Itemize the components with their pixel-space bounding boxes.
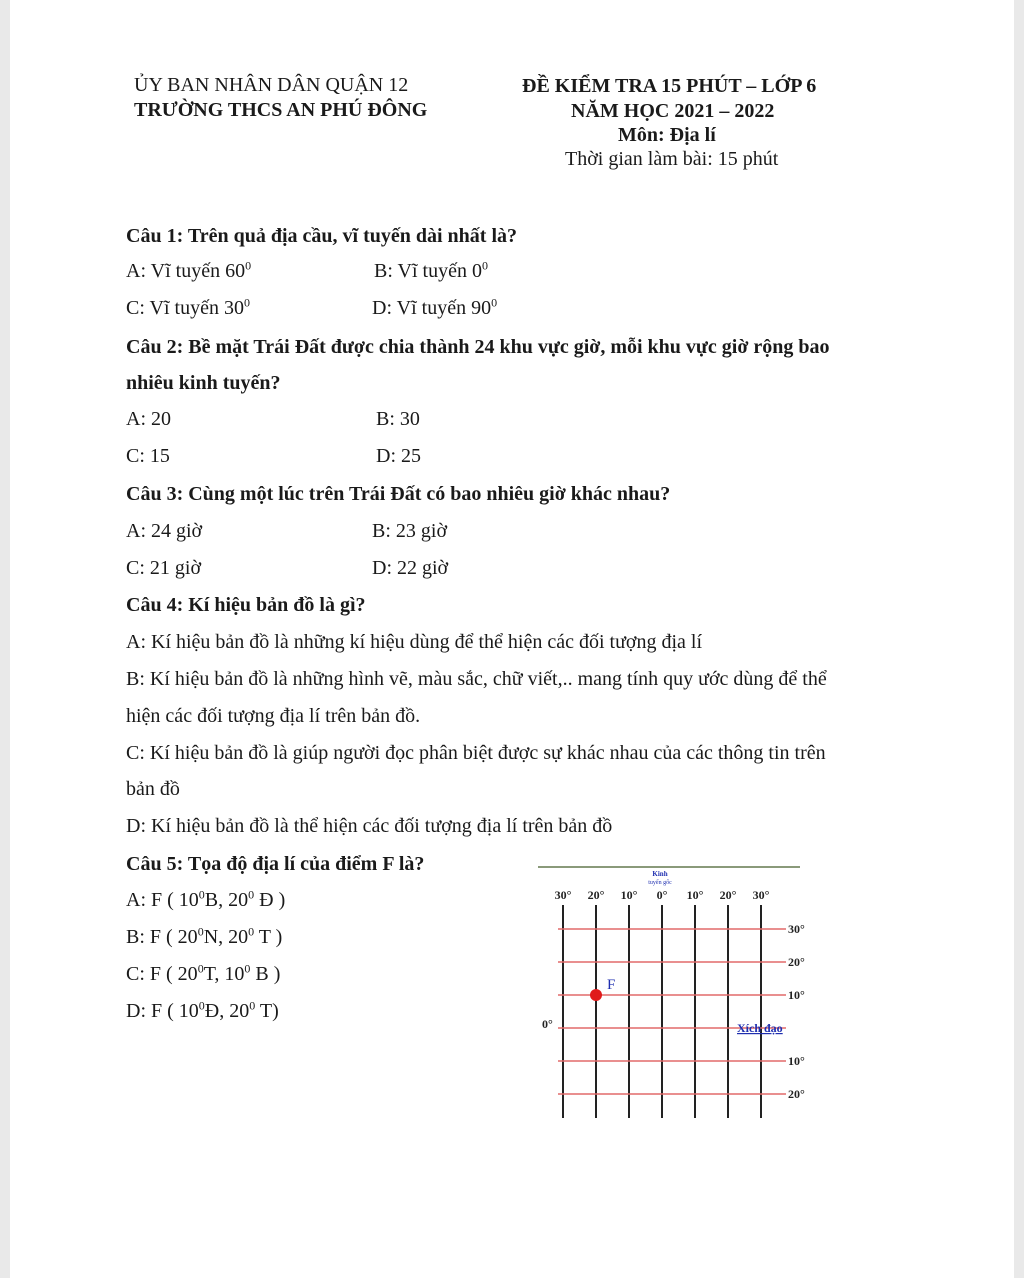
point-f-label: F [607,977,616,993]
longitude-label: 30° [752,888,770,902]
question-3-option-d: D: 22 giờ [372,557,449,579]
header-duration: Thời gian làm bài: 15 phút [565,148,779,170]
question-2-option-c: C: 15 [126,445,170,467]
latitude-label: 10° [788,1054,805,1068]
question-4-option-c-line2: bản đồ [126,778,180,800]
latitude-label: 20° [788,955,805,969]
question-2-option-b: B: 30 [376,408,420,430]
header-school: TRƯỜNG THCS AN PHÚ ĐÔNG [134,99,428,121]
question-5-option-c: C: F ( $20^0T$, $10^0$ B ) [126,961,281,985]
question-3-option-b: B: 23 giờ [372,520,448,542]
question-4-option-a: A: Kí hiệu bản đồ là những kí hiệu dùng để thể hiện các đối tượng địa lí [126,631,703,653]
latitude-label: 20° [788,1087,805,1101]
question-1-option-c: C: Vĩ tuyến $30^0$ [126,295,250,319]
question-4-option-b-line2: hiện các đối tượng địa lí trên bản đồ. [126,705,421,727]
question-2-title-line2: nhiêu kinh tuyến? [126,372,281,394]
equator-left-label: 0° [542,1017,553,1031]
question-1-option-b: B: Vĩ tuyến $0^0$ [374,258,488,282]
question-2-title-line1: Câu 2: Bề mặt Trái Đất được chia thành 24 khu vực giờ, mỗi khu vực giờ rộng bao [126,336,830,358]
question-2-option-a: A: 20 [126,408,171,430]
exam-page [10,0,1014,1278]
longitude-label: 0° [656,888,668,902]
question-4-title: Câu 4: Kí hiệu bản đồ là gì? [126,594,366,616]
latitude-label: 30° [788,922,805,936]
longitude-label: 20° [719,888,737,902]
point-f-marker [590,989,602,1001]
question-5-option-a: A: F ( $10^0B$, $20^0$ Đ ) [126,887,286,911]
longitude-label: 10° [620,888,638,902]
question-1-title: Câu 1: Trên quả địa cầu, vĩ tuyến dài nhất là? [126,225,518,247]
header-district: ỦY BAN NHÂN DÂN QUẬN 12 [134,74,409,96]
question-4-option-c-line1: C: Kí hiệu bản đồ là giúp người đọc phân biệt được sự khác nhau của các thông tin trên [126,742,826,764]
question-5-option-d: D: F ( $10^0Đ$, $20^0$ T) [126,998,279,1022]
header-school-year: NĂM HỌC 2021 – 2022 [571,100,775,122]
question-4-option-b-line1: B: Kí hiệu bản đồ là những hình vẽ, màu sắc, chữ viết,.. mang tính quy ước dùng để thể [126,668,827,690]
prime-meridian-label-line2: tuyến gốc [648,880,672,886]
question-5-option-b: B: F ( $20^0N$, $20^0$ T ) [126,924,283,948]
coordinate-grid-map [10,0,1014,1278]
longitude-label: 30° [554,888,572,902]
question-1-option-d: D: Vĩ tuyến $90^0$ [372,295,498,319]
question-5-title: Câu 5: Tọa độ địa lí của điểm F là? [126,853,425,875]
question-4-option-d: D: Kí hiệu bản đồ là thể hiện các đối tượng địa lí trên bản đồ [126,815,613,837]
question-1-option-a: A: Vĩ tuyến $60^0$ [126,258,252,282]
header-exam-title: ĐỀ KIỂM TRA 15 PHÚT – LỚP 6 [522,75,817,97]
question-3-title: Câu 3: Cùng một lúc trên Trái Đất có bao nhiêu giờ khác nhau? [126,483,671,505]
question-2-option-d: D: 25 [376,445,421,467]
latitude-label: 10° [788,988,805,1002]
header-subject: Môn: Địa lí [618,124,716,146]
longitude-label: 10° [686,888,704,902]
question-3-option-a: A: 24 giờ [126,520,203,542]
equator-label: Xích đạo [737,1021,783,1035]
prime-meridian-label-line1: Kinh [652,870,668,878]
longitude-label: 20° [587,888,605,902]
question-3-option-c: C: 21 giờ [126,557,202,579]
